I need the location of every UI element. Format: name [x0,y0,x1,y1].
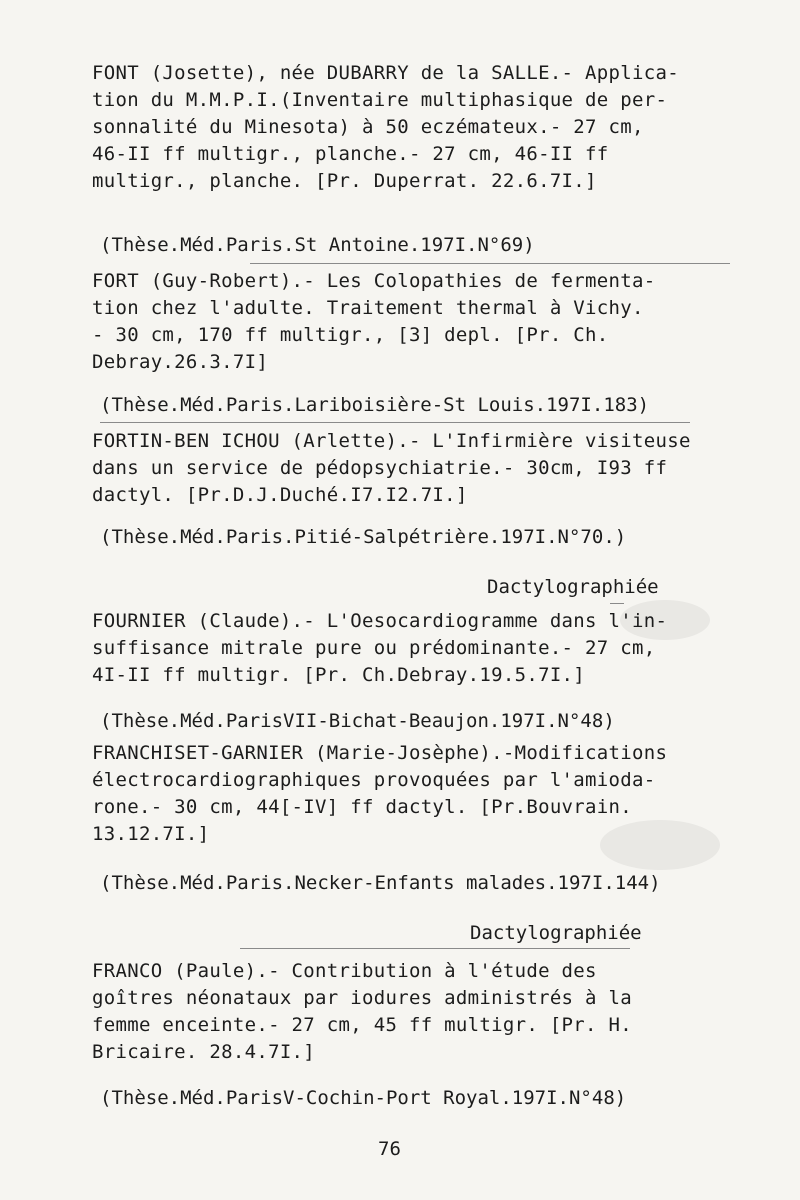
entry-line: 4I-II ff multigr. [Pr. Ch.Debray.19.5.7I.] [92,664,586,686]
entry-line: dans un service de pédopsychiatrie.- 30cm, I93 ff [92,457,668,479]
separator-line [240,948,630,949]
format-note: Dactylographiée [470,922,642,944]
thesis-reference: (Thèse.Méd.ParisV-Cochin-Port Royal.197I.N°48) [100,1087,627,1109]
bibliography-entry [92,958,732,1066]
entry-line: - 30 cm, 170 ff multigr., [3] depl. [Pr. Ch. [92,324,609,346]
entry-line: multigr., planche. [Pr. Duperrat. 22.6.7I.] [92,170,597,192]
entry-line: Debray.26.3.7I] [92,351,269,373]
entry-line: FORT (Guy-Robert).- Les Colopathies de fermenta- [92,270,656,292]
format-note: Dactylographiée [487,576,659,598]
thesis-reference: (Thèse.Méd.Paris.Necker-Enfants malades.197I.144) [100,872,661,894]
thesis-reference: (Thèse.Méd.Paris.St Antoine.197I.N°69) [100,234,535,256]
bibliography-entry [92,268,732,376]
separator-line [250,263,730,264]
entry-line: 46-II ff multigr., planche.- 27 cm, 46-II ff [92,143,609,165]
page-number: 76 [378,1138,401,1160]
entry-line: tion chez l'adulte. Traitement thermal à Vichy. [92,297,644,319]
thesis-reference: (Thèse.Méd.ParisVII-Bichat-Beaujon.197I.N°48) [100,710,615,732]
bibliography-entry [92,740,732,848]
entry-line: électrocardiographiques provoquées par l'amioda- [92,769,656,791]
entry-line: rone.- 30 cm, 44[-IV] ff dactyl. [Pr.Bouvrain. [92,796,632,818]
entry-line: FONT (Josette), née DUBARRY de la SALLE.- Applica- [92,62,679,84]
entry-line: femme enceinte.- 27 cm, 45 ff multigr. [Pr. H. [92,1014,632,1036]
entry-line: FOURNIER (Claude).- L'Oesocardiogramme dans l'in- [92,610,668,632]
separator-line [100,422,690,423]
bibliography-entry [92,608,732,689]
entry-line: FRANCO (Paule).- Contribution à l'étude des [92,960,597,982]
entry-line: FRANCHISET-GARNIER (Marie-Josèphe).-Modifications [92,742,668,764]
entry-line: Bricaire. 28.4.7I.] [92,1041,316,1063]
entry-line: dactyl. [Pr.D.J.Duché.I7.I2.7I.] [92,484,468,506]
entry-line: sonnalité du Minesota) à 50 eczémateux.- 27 cm, [92,116,644,138]
entry-line: 13.12.7I.] [92,823,210,845]
bibliography-entry [92,60,732,195]
entry-line: tion du M.M.P.I.(Inventaire multiphasique de per- [92,89,668,111]
thesis-reference: (Thèse.Méd.Paris.Pitié-Salpétrière.197I.N°70.) [100,526,627,548]
entry-line: goîtres néonataux par iodures administrés à la [92,987,632,1009]
bibliography-entry [92,428,732,509]
thesis-reference: (Thèse.Méd.Paris.Lariboisière-St Louis.197I.183) [100,394,650,416]
separator-line [610,603,624,604]
entry-line: FORTIN-BEN ICHOU (Arlette).- L'Infirmière visiteuse [92,430,691,452]
entry-line: suffisance mitrale pure ou prédominante.- 27 cm, [92,637,656,659]
